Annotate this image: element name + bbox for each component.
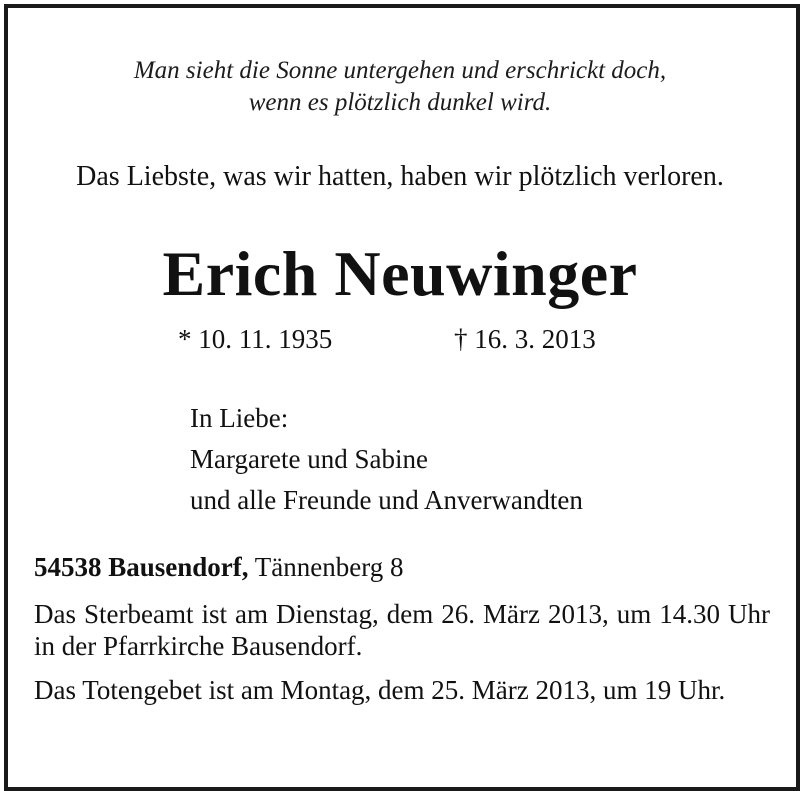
quote-line-1: Man sieht die Sonne untergehen und erschrickt doch, <box>133 57 667 84</box>
address <box>34 550 774 584</box>
life-dates <box>0 321 800 357</box>
birth-date: * 10. 11. 1935 <box>178 324 333 354</box>
mourners-block <box>190 398 750 521</box>
prayer-info: Das Totengebet ist am Montag, dem 25. März 2013, um 19 Uhr. <box>34 675 726 705</box>
death-date: † 16. 3. 2013 <box>454 324 596 354</box>
address-city: 54538 Bausendorf, <box>34 552 249 582</box>
address-street: Tännenberg 8 <box>254 552 404 582</box>
quote-line-2: wenn es plötzlich dunkel wird. <box>248 89 552 116</box>
mourners-line: In Liebe: <box>190 403 289 433</box>
intro-text: Das Liebste, was wir hatten, haben wir plötzlich verloren. <box>76 161 724 192</box>
mourners-line: und alle Freunde und Anverwandten <box>190 485 583 515</box>
mourners-line: Margarete und Sabine <box>190 444 428 474</box>
deceased-name: Erich Neuwinger <box>162 238 638 309</box>
requiem-info: Das Sterbeamt ist am Dienstag, dem 26. März 2013, um 14.30 Uhr in der Pfarrkirche Bausendorf. <box>34 599 770 661</box>
